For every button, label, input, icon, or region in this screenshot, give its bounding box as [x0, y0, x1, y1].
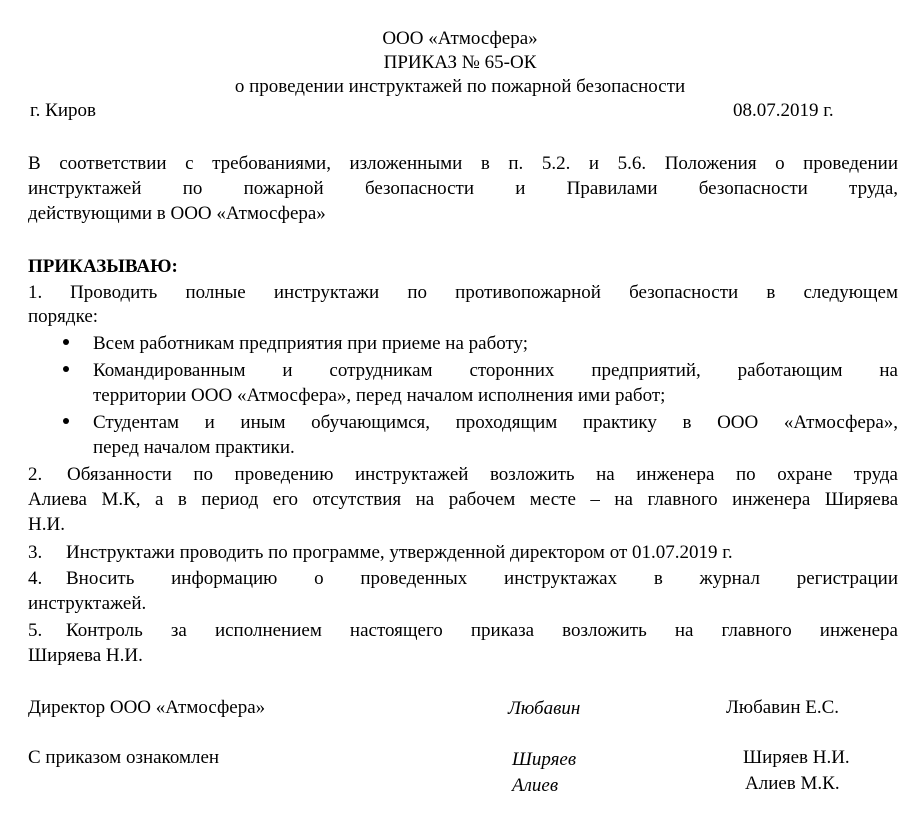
director-signature: Любавин — [508, 698, 581, 719]
order-word: ПРИКАЗЫВАЮ: — [28, 256, 178, 277]
acknowledgement-name: Алиев М.К. — [745, 773, 840, 794]
bullet-icon — [63, 418, 69, 424]
city: г. Киров — [30, 100, 96, 121]
bullet-icon — [63, 366, 69, 372]
bullet-text: перед началом практики. — [93, 437, 295, 458]
item-text: Ширяева Н.И. — [28, 645, 143, 666]
order-date: 08.07.2019 г. — [733, 100, 834, 121]
item-text: Контроль за исполнением настоящего приказа возложить на главного инженера — [66, 620, 898, 641]
director-name: Любавин Е.С. — [726, 697, 840, 718]
order-subject: о проведении инструктажей по пожарной безопасности — [234, 76, 686, 97]
item-number: 5. — [28, 620, 43, 641]
order-title: ПРИКАЗ № 65-ОК — [383, 52, 537, 73]
bullet-text: территории ООО «Атмосфера», перед началом исполнения ими работ; — [93, 385, 666, 406]
bullet-text: Студентам и иным обучающимся, проходящим практику в ООО «Атмосфера», — [93, 412, 898, 433]
preamble-line: действующими в ООО «Атмосфера» — [28, 203, 326, 224]
item-text: Алиева М.К, а в период его отсутствия на рабочем месте – на главного инженера Ширяева — [28, 489, 898, 510]
acknowledgement-label: С приказом ознакомлен — [28, 747, 220, 768]
bullet-icon — [63, 339, 69, 345]
item-text: Вносить информацию о проведенных инструктажах в журнал регистрации — [66, 568, 898, 589]
acknowledgement-name: Ширяев Н.И. — [743, 747, 850, 768]
item-text: порядке: — [28, 306, 99, 327]
item-number: 1. — [28, 282, 43, 303]
organization-name: ООО «Атмосфера» — [382, 28, 538, 49]
director-label: Директор ООО «Атмосфера» — [28, 697, 266, 718]
item-text: Инструктажи проводить по программе, утвержденной директором от 01.07.2019 г. — [66, 542, 733, 563]
acknowledgement-signature: Ширяев — [512, 749, 577, 770]
acknowledgement-signature: Алиев — [512, 775, 559, 796]
preamble-line: В соответствии с требованиями, изложенными в п. 5.2. и 5.6. Положения о проведении — [28, 153, 898, 174]
bullet-text: Командированным и сотрудникам сторонних предприятий, работающим на — [93, 360, 898, 381]
item-text: Проводить полные инструктажи по противопожарной безопасности в следующем — [70, 282, 898, 303]
preamble-line: инструктажей по пожарной безопасности и Правилами безопасности труда, — [28, 178, 898, 199]
item-text: Обязанности по проведению инструктажей возложить на инженера по охране труда — [67, 464, 898, 485]
item-text: инструктажей. — [28, 593, 147, 614]
item-text: Н.И. — [28, 514, 65, 535]
item-number: 3. — [28, 542, 43, 563]
bullet-text: Всем работникам предприятия при приеме на работу; — [93, 333, 529, 354]
item-number: 2. — [28, 464, 43, 485]
item-number: 4. — [28, 568, 43, 589]
